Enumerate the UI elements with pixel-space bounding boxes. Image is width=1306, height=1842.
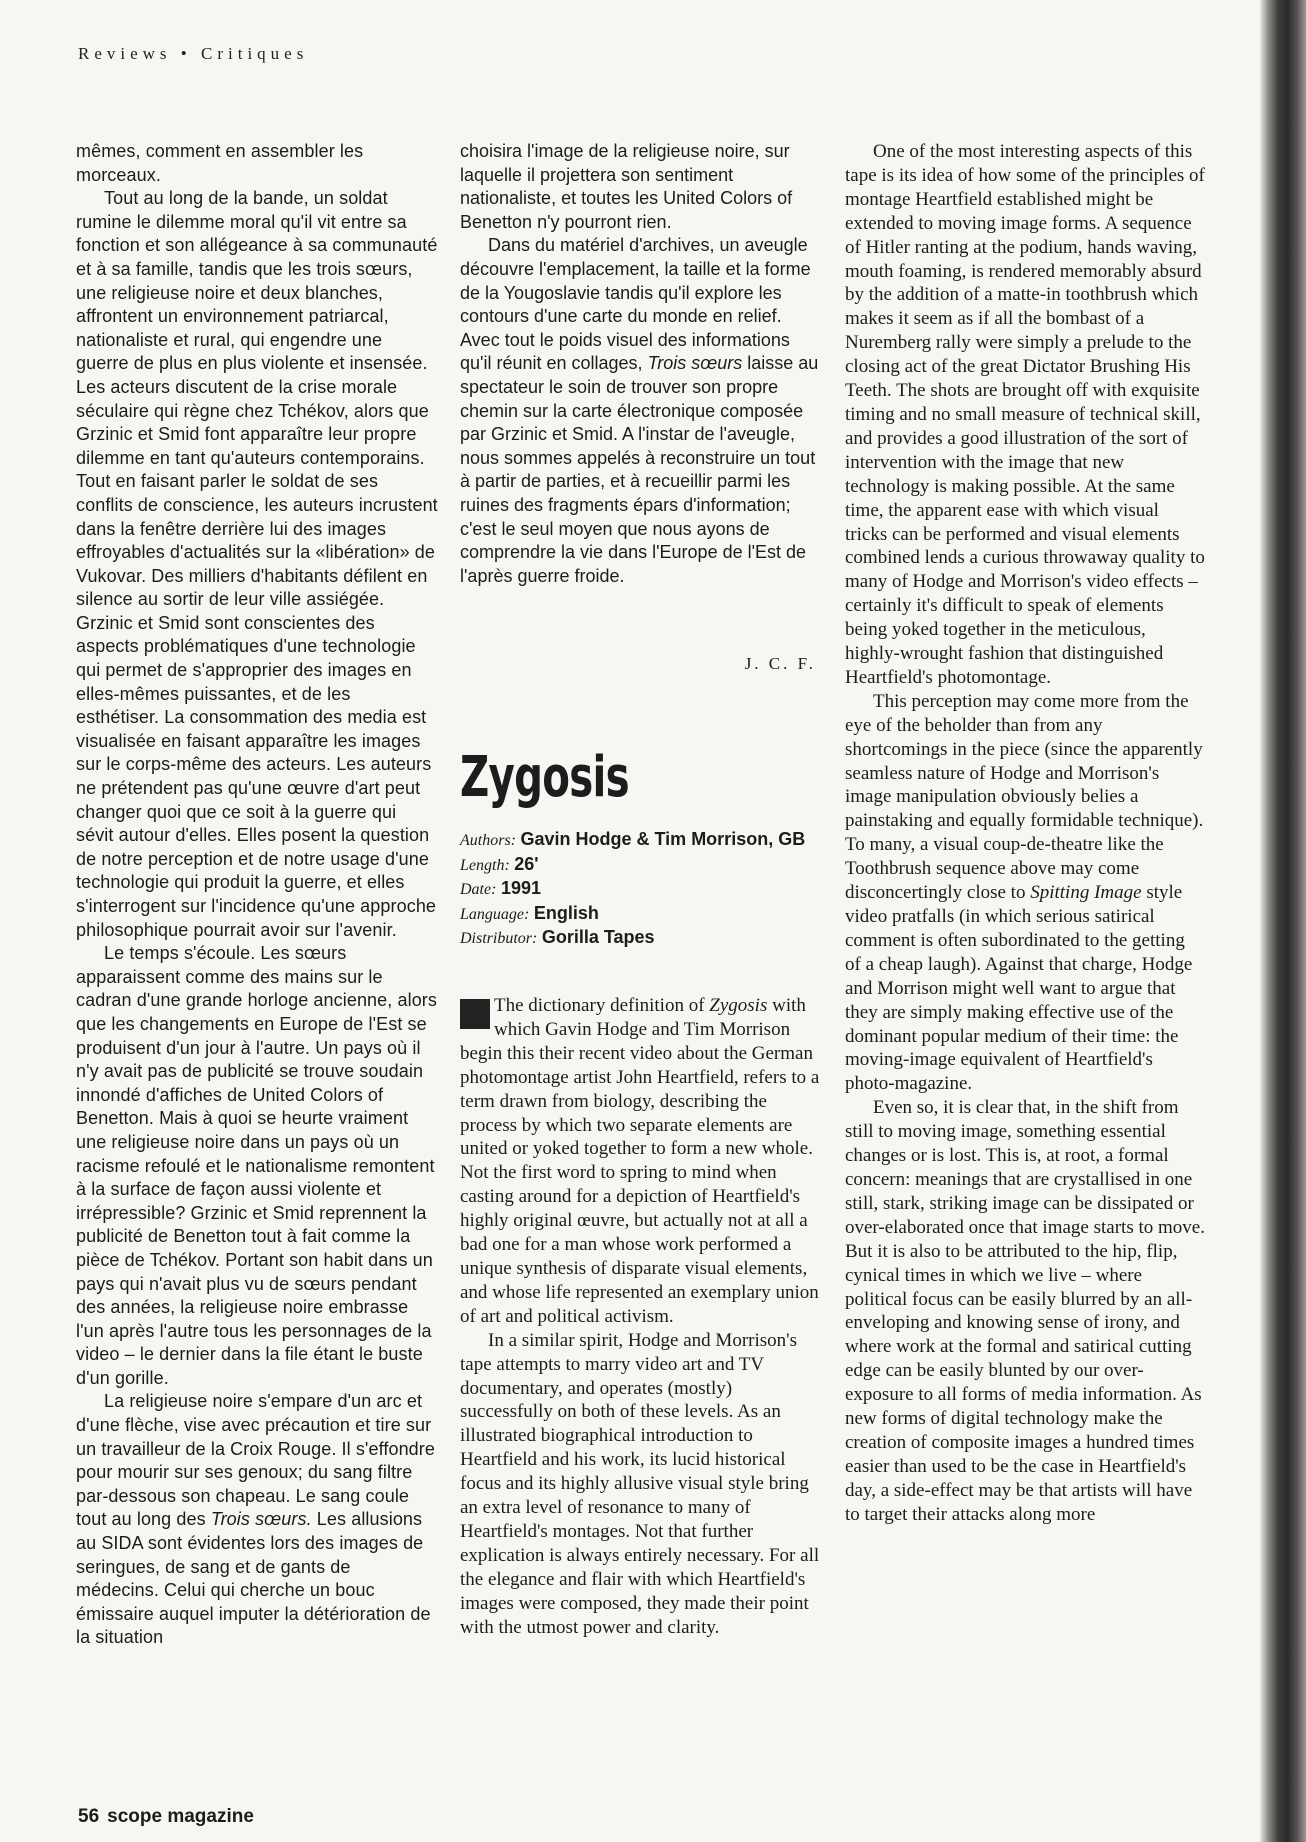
paragraph: One of the most interesting aspects of this tape is its idea of how some of the principles of montage Heartfield established might be extended to moving image forms. A sequence of Hitler ranting at the podium, hands waving, mouth foaming, is rendered memorably absurd by the addition of a matte-in toothbrush which makes it seem as if all the bombast of a Nuremberg rally were simply a prelude to the closing act of the great Dictator Brushing His Teeth. The shots are brought off with exquisite timing and no small measure of technical skill, and provides a good illustration of the sort of intervention with the image that new technology is making possible. At the same time, the apparent ease with which visual tricks can be performed and visual elements combined lends a curious throwaway quality to many of Hodge and Morrison's video effects – certainly it's difficult to speak of elements being yoked together in the meticulous, highly-wrought fashion that distinguished Heartfield's photomontage. [845,141,1205,688]
italic-title: Zygosis [709,995,768,1016]
scan-binding-edge [1260,0,1306,1842]
italic-title: Trois sœurs. [210,1509,312,1530]
running-head: Reviews • Critiques [78,44,309,63]
paragraph: The dictionary definition of Zygosis with which Gavin Hodge and Tim Morrison begin this their recent video about the German photomontage artist John Heartfield, refers to a term drawn from biology, describing the process by which two separate elements are united or yoked together to form a new whole. Not the first word to spring to mind when casting around for a depiction of Heartfield's highly original œuvre, but actually not at all a bad one for a man whose work performed a unique synthesis of disparate visual elements, and whose life represented an exemplary union of art and political activism. [460,995,820,1327]
page-footer [78,1806,254,1828]
column-1 [76,140,438,1650]
review-title: Zygosis [460,745,629,810]
column-2 [460,140,822,588]
review-credits [460,828,822,951]
paragraph: Dans du matériel d'archives, un aveugle découvre l'emplacement, la taille et la forme de la Yougoslavie tandis qu'il explore les contours d'une carte du monde en relief. Avec tout le poids visuel des informations qu'il réunit en collages, Trois sœurs laisse au spectateur le soin de trouver son propre chemin sur la carte électronique composée par Grzinic et Smid. A l'instar de l'aveugle, nous sommes appelés à reconstruire un tout à partir de parties, et à recueillir parmi les ruines des fragments épars d'information; c'est le seul moyen que nous ayons de comprendre la vie dans l'Europe de l'Est de l'après guerre froide. [460,235,819,586]
credit-distributor: Distributor: Gorilla Tapes [460,927,655,948]
paragraph: Le temps s'écoule. Les sœurs apparaissent comme des mains sur le cadran d'une grande horloge ancienne, alors que les changements en Europe de l'Est se produisent d'un jour à l'autre. Un pays où il n'y avait pas de publicité se trouve soudain innondé d'affiches de United Colors of Benetton. Mais à quoi se heurte vraiment une religieuse noire dans un pays où un racisme refoulé et le nationalisme remontent à la surface de façon aussi violente et irrépressible? Grzinic et Smid reprennent la publicité de Benetton tout à fait comme la pièce de Tchékov. Portant son habit dans un pays qui n'avait plus vu de sœurs pendant des années, la religieuse noire embrasse l'un après l'autre tous les personnages de la video – le dernier dans la file étant le buste d'un gorille. [76,943,437,1388]
review-signature: J. C. F. [744,654,816,673]
paragraph: Even so, it is clear that, in the shift from still to moving image, something essential changes or is lost. This is, at root, a formal concern: meanings that are crystallised in one still, stark, striking image can be dissipated or over-elaborated once that image starts to move. But it is also to be attributed to the hip, flip, cynical times in which we live – where political focus can be easily blurred by an all-enveloping and knowing sense of irony, and where work at the formal and satirical cutting edge can be easily blunted by our over-exposure to all forms of media information. As new forms of digital technology make the creation of composite images a hundred times easier than used to be the case in Heartfield's day, a side-effect may be that artists will have to target their attacks along more [845,1097,1205,1525]
page-number: 56 [78,1806,100,1827]
credit-language: Language: English [460,902,599,923]
paragraph: La religieuse noire s'empare d'un arc et d'une flèche, vise avec précaution et tire sur un travailleur de la Croix Rouge. Il s'effondre pour mourir sur ses genoux; du sang filtre par-dessous son chapeau. Le sang coule tout au long des Trois sœurs. Les allusions au SIDA sont évidentes lors des images de seringues, de sang et de gants de médecins. Celui qui cherche un bouc émissaire auquel imputer la détérioration de la situation [76,1391,435,1648]
drop-cap-square [460,999,490,1029]
credit-authors: Authors: Gavin Hodge & Tim Morrison, GB [460,829,806,849]
credit-length: Length: 26' [460,853,539,874]
italic-title: Spitting Image [1030,882,1142,904]
paragraph: mêmes, comment en assembler les morceaux. [76,141,364,185]
paragraph: In a similar spirit, Hodge and Morrison's tape attempts to marry video art and TV documentary, and operates (mostly) successfully on both of these levels. As an illustrated biographical introduction to Heartfield and his work, its lucid historical focus and its highly allusive visual style bring an extra level of resonance to many of Heartfield's montages. Not that further explication is always entirely necessary. For all the elegance and flair with which Heartfield's images were composed, they made their point with the utmost power and clarity. [460,1329,820,1638]
paragraph: This perception may come more from the eye of the beholder than from any shortcomings in the piece (since the apparently seamless nature of Hodge and Morrison's image manipulation obviously belies a painstaking and equally formidable technique). To many, a visual coup-de-theatre like the Toothbrush sequence above may come disconcertingly close to Spitting Image style video pratfalls (in which serious satirical comment is often subordinated to the getting of a cheap laugh). Against that charge, Hodge and Morrison might well want to argue that they are simply making effective use of the dominant popular medium of their time: the moving-image equivalent of Heartfield's photo-magazine. [845,690,1204,1095]
column-3 [845,140,1205,1527]
magazine-name: scope magazine [107,1806,254,1827]
paragraph: choisira l'image de la religieuse noire, sur laquelle il projettera son sentiment nationaliste, et toutes les United Colors of Benetton n'y pourront rien. [460,141,793,232]
credit-date: Date: 1991 [460,878,541,899]
italic-title: Trois sœurs [647,353,743,374]
paragraph: Tout au long de la bande, un soldat rumine le dilemme moral qu'il vit entre sa fonction et son allégeance à sa communauté et à sa famille, tandis que les trois sœurs, une religieuse noire et deux blanches, affrontent un environnement patriarcal, nationaliste et rural, qui engendre une guerre de plus en plus violente et insensée. Les acteurs discutent de la crise morale séculaire qui règne chez Tchékov, alors que Grzinic et Smid font apparaître leur propre dilemme en tant qu'auteurs contemporains. Tout en faisant parler le soldat de ses conflits de conscience, les auteurs incrustent dans la fenêtre derrière lui des images effroyables d'actualités sur la «libération» de Vukovar. Des milliers d'habitants défilent en silence au sortir de leur ville assiégée. Grzinic et Smid sont conscientes des aspects problématiques d'une technologie qui permet de s'approprier des images en elles-mêmes puissantes, et de les esthétiser. La consommation des media est visualisée en faisant apparaître les images sur le corps-même des acteurs. Les auteurs ne prétendent pas qu'une œuvre d'art peut changer quoi que ce soit à la guerre qui sévit autour d'elles. Elles posent la question de notre perception et de notre usage d'une technologie qui produit la guerre, et elles s'interrogent sur l'incidence qu'une approche philosophique pourrait avoir sur l'avenir. [76,188,438,940]
review-body [460,994,822,1639]
